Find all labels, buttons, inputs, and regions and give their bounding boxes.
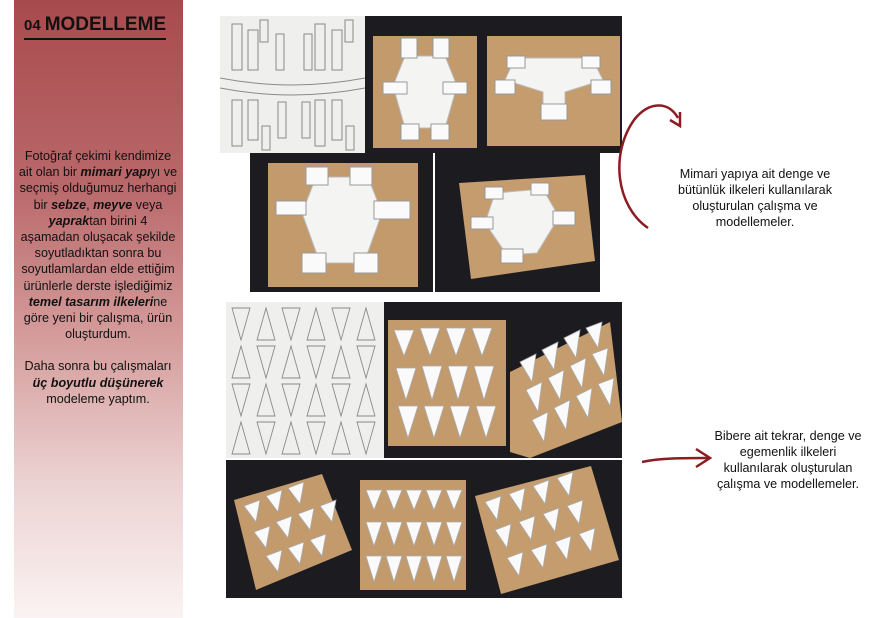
body-text: yı ve seçmiş olduğumuz herhangi bir	[19, 165, 178, 212]
model-architecture-photo-4	[435, 153, 600, 292]
model-pepper-photo-3	[226, 460, 356, 598]
model-architecture-photo-1	[365, 16, 485, 153]
body-text: veya	[132, 197, 163, 212]
emphasis-text: sebze	[51, 197, 87, 212]
body-text: modeleme yaptım.	[46, 391, 150, 406]
body-text: Fotoğraf çekimi kendimize ait olan bir	[18, 149, 172, 180]
model-pepper-photo-4	[356, 460, 471, 598]
section-number: 04	[24, 17, 41, 34]
body-text: ,	[86, 197, 94, 212]
emphasis-text: meyve	[93, 197, 133, 212]
body-text: ne göre yeni bir çalışma, ürün oluşturdum.	[23, 294, 173, 342]
description-paragraph-1	[18, 148, 178, 342]
right-arrow-icon	[640, 446, 714, 472]
model-pepper-photo-5	[471, 460, 622, 598]
sketch-architecture-photo	[220, 16, 365, 153]
model-pepper-photo-1	[384, 302, 510, 458]
page-title	[24, 14, 166, 40]
model-pepper-photo-2	[510, 302, 622, 458]
emphasis-text: yaprak	[48, 213, 90, 228]
emphasis-text: temel tasarım ilkeleri	[28, 294, 154, 309]
body-text: tan birini 4 aşamadan oluşacak şekilde soyutladıktan sonra bu soyutlamlardan elde ettiğim ürünlerle derste işlediğimiz	[20, 213, 176, 293]
sketch-pepper-photo	[226, 302, 384, 458]
model-architecture-photo-2	[485, 16, 622, 153]
caption-architecture: Mimari yapıya ait denge ve bütünlük ilkeleri kullanılarak oluşturulan çalışma ve modellemeler.	[677, 167, 832, 229]
caption-pepper: Bibere ait tekrar, denge ve egemenlik ilkeleri kullanılarak oluşturulan çalışma ve modellemeler.	[714, 429, 862, 491]
emphasis-text: üç boyutlu düşünerek	[32, 375, 164, 390]
description-paragraph-2	[18, 358, 178, 407]
section-title: MODELLEME	[44, 14, 167, 35]
sidebar-description	[18, 148, 178, 407]
emphasis-text: mimari yapı	[80, 165, 151, 180]
body-text: Daha sonra bu çalışmaları	[24, 359, 172, 374]
model-architecture-photo-3	[250, 153, 433, 292]
